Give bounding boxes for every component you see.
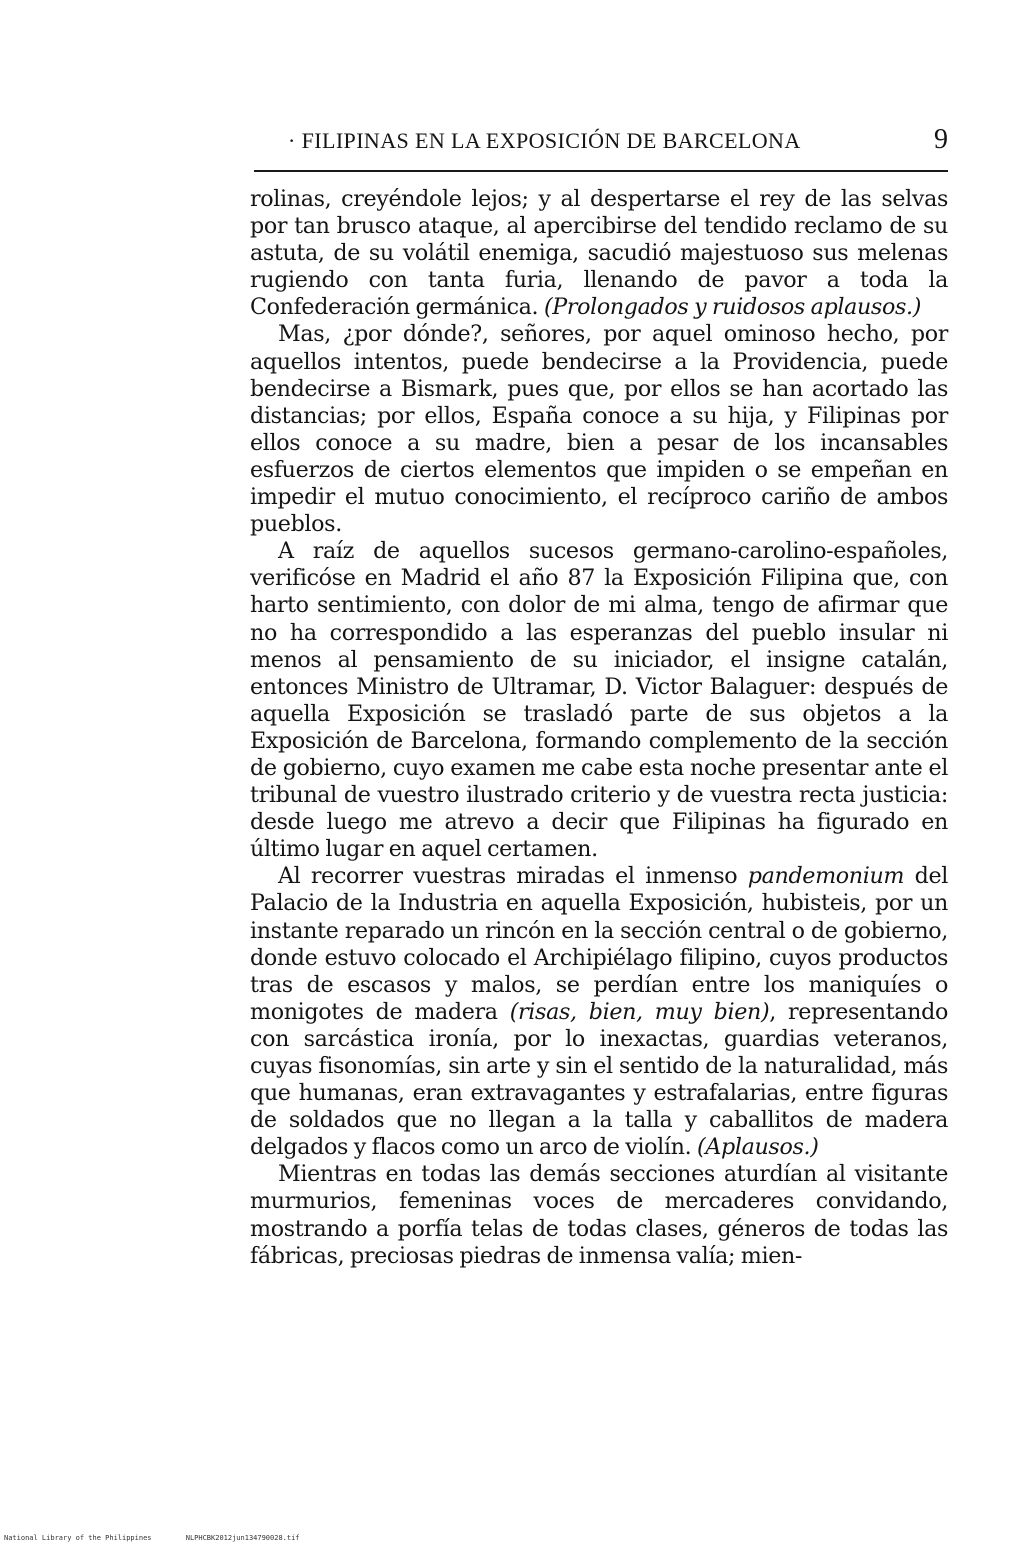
- paragraph-1-text: rolinas, creyéndole lejos; y al despertarse el rey de las selvas por tan brusco ataque, al apercibirse del tendido reclamo de su astuta, de su volátil enemiga, sacudió majestuoso sus melenas rugiendo con tanta furia, llenando de pavor a toda la Confederación germánica.: [250, 186, 948, 321]
- scan-footer: [4, 1534, 330, 1542]
- footer-library: National Library of the Philippines: [4, 1534, 152, 1542]
- body-text: [250, 186, 948, 1270]
- paragraph-4-italic-term: pandemonium: [747, 863, 905, 890]
- paragraph-4: [250, 863, 948, 1161]
- header-rule: [254, 170, 948, 172]
- paragraph-4-stage-direction-1: (risas, bien, muy bien): [509, 998, 770, 1025]
- paragraph-1: [250, 186, 948, 321]
- paragraph-4-text-b: del Palacio de la Industria en aquella Exposición, hubisteis, por un instante reparado un rincón en la sección central o de gobierno, donde estuvo colocado el Archipiélago filipino, cuyos productos tras de escasos y malos, se perdían entre los maniquíes o monigotes de madera: [250, 863, 948, 1025]
- paragraph-4-text-a: Al recorrer vuestras miradas el inmenso: [278, 863, 748, 890]
- running-title: · FILIPINAS EN LA EXPOSICIÓN DE BARCELONA: [288, 128, 801, 153]
- page-number: 9: [934, 124, 948, 155]
- paragraph-4-stage-direction-2: (Aplausos.): [697, 1134, 819, 1161]
- paragraph-3: A raíz de aquellos sucesos germano-carolino-españoles, verificóse en Madrid el año 87 la Exposición Filipina que, con harto sentimiento, con dolor de mi alma, tengo de afirmar que no ha correspondido a las esperanzas del pueblo insular ni menos al pensamiento de su iniciador, el insigne catalán, entonces Ministro de Ultramar, D. Victor Balaguer: después de aquella Exposición se trasladó parte de sus objetos a la Exposición de Barcelona, formando complemento de la sección de gobierno, cuyo examen me cabe esta noche presentar ante el tribunal de vuestro ilustrado criterio y de vuestra recta justicia: desde luego me atrevo a decir que Filipinas ha figurado en último lugar en aquel certamen.: [250, 538, 948, 863]
- paragraph-5: Mientras en todas las demás secciones aturdían al visitante murmurios, femeninas voces de mercaderes convidando, mostrando a porfía telas de todas clases, géneros de todas las fábricas, preciosas piedras de inmensa valía; mien-: [250, 1161, 948, 1269]
- paragraph-2: Mas, ¿por dónde?, señores, por aquel ominoso hecho, por aquellos intentos, puede bendecirse a la Providencia, puede bendecirse a Bismark, pues que, por ellos se han acortado las distancias; por ellos, España conoce a su hija, y Filipinas por ellos conoce a su madre, bien a pesar de los incansables esfuerzos de ciertos elementos que impiden o se empeñan en impedir el mutuo conocimiento, el recíproco cariño de ambos pueblos.: [250, 321, 948, 538]
- paragraph-1-stage-direction: (Prolongados y ruidosos aplausos.): [543, 294, 922, 321]
- footer-file-id: NLPHCBK2012jun134790028.tif: [185, 1534, 300, 1542]
- paragraph-4-text-c: , representando con sarcástica ironía, por lo inexactas, guardias veteranos, cuyas fisonomías, sin arte y sin el sentido de la naturalidad, más que humanas, eran extravagantes y estrafalarias, entre figuras de soldados que no llegan a la talla y caballitos de madera delgados y flacos como un arco de violín.: [250, 998, 948, 1161]
- running-header: [288, 124, 948, 162]
